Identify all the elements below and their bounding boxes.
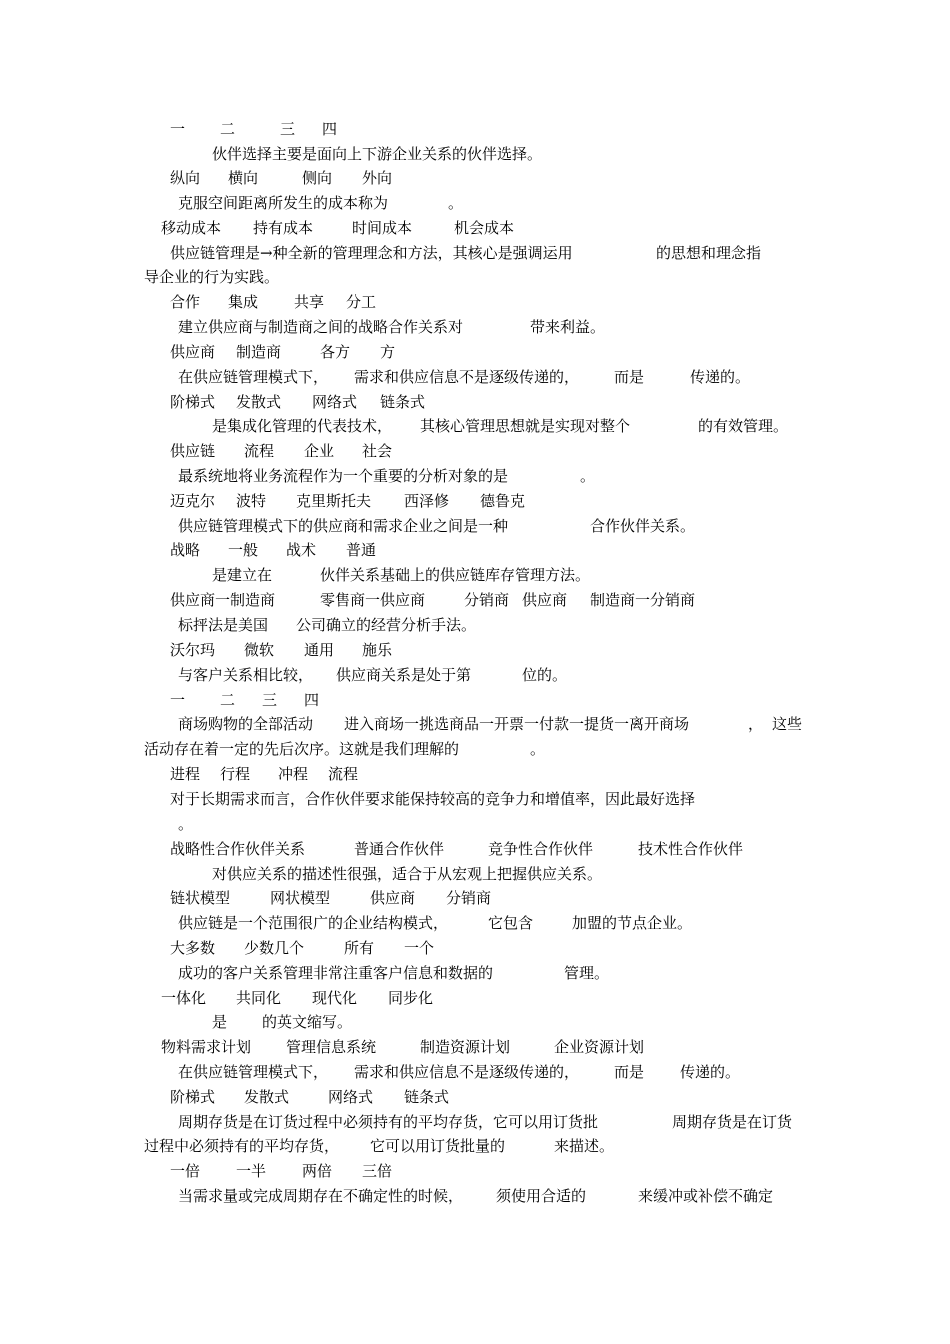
text-segment: 一 [170, 120, 186, 138]
text-segment: 是建立在 [212, 566, 273, 584]
text-segment: 进入商场一挑选商品一开票一付款一提货一离开商场 [344, 715, 690, 733]
text-segment: 导企业的行为实践。 [144, 268, 280, 286]
text-line [0, 142, 950, 166]
text-segment: 流程 [328, 765, 359, 783]
text-segment: 在供应链管理模式下， [178, 368, 329, 386]
text-line [0, 514, 950, 538]
text-segment: 行程 [220, 765, 251, 783]
text-segment: 进程 [170, 765, 201, 783]
text-segment: 链状模型 [170, 889, 231, 907]
text-line [0, 911, 950, 935]
text-segment: 四 [304, 691, 320, 709]
text-line [0, 663, 950, 687]
text-segment: 在供应链管理模式下， [178, 1063, 329, 1081]
text-segment: 成功的客户关系管理非常注重客户信息和数据的 [178, 964, 494, 982]
text-segment: 的英文缩写。 [262, 1013, 353, 1031]
text-segment: 大多数 [170, 939, 216, 957]
text-line [0, 191, 950, 215]
text-line [0, 986, 950, 1010]
text-segment: 微软 [244, 641, 275, 659]
text-segment: 伙伴选择主要是面向上下游企业关系的伙伴选择。 [212, 145, 543, 163]
text-segment: 纵向 [170, 169, 201, 187]
text-segment: 与客户关系相比较， [178, 666, 314, 684]
text-segment: 分销商 [464, 591, 510, 609]
text-segment: 发散式 [236, 393, 282, 411]
text-line [0, 787, 950, 811]
text-segment: 共同化 [236, 989, 282, 1007]
text-line [0, 414, 950, 438]
text-line [0, 1134, 950, 1158]
text-segment: 合作伙伴关系。 [590, 517, 696, 535]
text-segment: 供应商一制造商 [170, 591, 276, 609]
text-segment: 德鲁克 [480, 492, 526, 510]
text-segment: 施乐 [362, 641, 393, 659]
text-segment: 所有 [344, 939, 375, 957]
text-segment: 建立供应商与制造商之间的战略合作关系对 [178, 318, 464, 336]
text-line [0, 737, 950, 761]
text-line [0, 886, 950, 910]
text-segment: 商场购物的全部活动 [178, 715, 314, 733]
text-segment: ， [748, 715, 764, 733]
text-segment: 各方 [320, 343, 351, 361]
text-segment: 一个 [404, 939, 435, 957]
text-segment: 网络式 [312, 393, 358, 411]
text-line [0, 1085, 950, 1109]
text-segment: 链条式 [380, 393, 426, 411]
text-segment: 供应链是一个范围很广的企业结构模式， [178, 914, 449, 932]
text-segment: 网状模型 [270, 889, 331, 907]
text-segment: 供应商关系是处于第 [336, 666, 472, 684]
text-segment: 制造资源计划 [420, 1038, 511, 1056]
text-line [0, 117, 950, 141]
text-segment: 这些 [772, 715, 803, 733]
text-line [0, 762, 950, 786]
text-segment: 供应商 [522, 591, 568, 609]
text-segment: 供应链管理是→种全新的管理理念和方法，其核心是强调运用 [170, 244, 573, 262]
text-line [0, 837, 950, 861]
text-segment: 波特 [236, 492, 267, 510]
text-line [0, 688, 950, 712]
text-line [0, 216, 950, 240]
text-segment: 西泽修 [404, 492, 450, 510]
text-segment: 持有成本 [253, 219, 314, 237]
text-segment: 战略 [170, 541, 201, 559]
text-segment: 制造商一分销商 [590, 591, 696, 609]
text-segment: 克里斯托夫 [296, 492, 372, 510]
text-segment: 供应链 [170, 442, 216, 460]
text-segment: 过程中必须持有的平均存货， [144, 1137, 340, 1155]
text-segment: 供应链管理模式下的供应商和需求企业之间是一种 [178, 517, 509, 535]
text-segment: 合作 [170, 293, 201, 311]
text-line [0, 290, 950, 314]
text-segment: 其核心管理思想就是实现对整个 [420, 417, 631, 435]
text-segment: 一 [170, 691, 186, 709]
text-line [0, 315, 950, 339]
text-segment: 普通合作伙伴 [354, 840, 445, 858]
text-line [0, 563, 950, 587]
text-segment: 两倍 [302, 1162, 333, 1180]
text-segment: 它可以用订货批量的 [370, 1137, 506, 1155]
text-segment: 通用 [304, 641, 335, 659]
text-segment: 物料需求计划 [161, 1038, 252, 1056]
text-segment: 而是 [614, 1063, 645, 1081]
text-segment: 阶梯式 [170, 1088, 216, 1106]
text-segment: 企业资源计划 [554, 1038, 645, 1056]
text-segment: 周期存货是在订货过程中必须持有的平均存货，它可以用订货批 [178, 1113, 599, 1131]
text-segment: 来缓冲或补偿不确定 [638, 1187, 774, 1205]
text-segment: 分销商 [446, 889, 492, 907]
text-line [0, 712, 950, 736]
text-segment: 传递的。 [690, 368, 751, 386]
text-segment: 。 [178, 815, 194, 833]
text-segment: 沃尔玛 [170, 641, 216, 659]
text-segment: 集成 [228, 293, 259, 311]
text-segment: 。 [530, 740, 546, 758]
text-segment: 管理。 [564, 964, 610, 982]
text-segment: 迈克尔 [170, 492, 216, 510]
text-segment: 对于长期需求而言，合作伙伴要求能保持较高的竞争力和增值率，因此最好选择 [170, 790, 696, 808]
text-segment: 冲程 [278, 765, 309, 783]
text-line [0, 1110, 950, 1134]
text-segment: 活动存在着一定的先后次序。这就是我们理解的 [144, 740, 460, 758]
text-segment: 竞争性合作伙伴 [488, 840, 594, 858]
text-line [0, 538, 950, 562]
text-segment: 一半 [236, 1162, 267, 1180]
text-line [0, 588, 950, 612]
text-segment: 发散式 [244, 1088, 290, 1106]
text-segment: 对供应关系的描述性很强，适合于从宏观上把握供应关系。 [212, 865, 603, 883]
text-line [0, 365, 950, 389]
text-segment: 加盟的节点企业。 [572, 914, 693, 932]
text-line [0, 936, 950, 960]
text-segment: 普通 [346, 541, 377, 559]
text-segment: 共享 [294, 293, 325, 311]
text-segment: 而是 [614, 368, 645, 386]
text-segment: 机会成本 [454, 219, 515, 237]
text-segment: 。 [448, 194, 464, 212]
text-line [0, 862, 950, 886]
text-line [0, 1035, 950, 1059]
text-segment: 零售商一供应商 [320, 591, 426, 609]
text-segment: 三 [262, 691, 278, 709]
text-segment: 网络式 [328, 1088, 374, 1106]
text-segment: 。 [580, 467, 596, 485]
text-segment: 三 [280, 120, 296, 138]
text-line [0, 812, 950, 836]
text-line [0, 464, 950, 488]
text-segment: 周期存货是在订货 [672, 1113, 793, 1131]
text-line [0, 489, 950, 513]
text-segment: 现代化 [312, 989, 358, 1007]
text-segment: 管理信息系统 [286, 1038, 377, 1056]
text-segment: 带来利益。 [530, 318, 606, 336]
text-segment: 外向 [362, 169, 393, 187]
text-line [0, 1159, 950, 1183]
text-segment: 横向 [228, 169, 259, 187]
text-segment: 一体化 [161, 989, 207, 1007]
text-line [0, 1060, 950, 1084]
text-segment: 的思想和理念指 [656, 244, 762, 262]
text-line [0, 265, 950, 289]
text-segment: 一般 [228, 541, 259, 559]
text-segment: 少数几个 [244, 939, 305, 957]
text-segment: 需求和供应信息不是逐级传递的， [354, 1063, 580, 1081]
text-segment: 供应商 [170, 343, 216, 361]
text-segment: 方 [380, 343, 396, 361]
text-line [0, 390, 950, 414]
text-segment: 侧向 [302, 169, 333, 187]
text-segment: 链条式 [404, 1088, 450, 1106]
text-segment: 移动成本 [161, 219, 222, 237]
text-segment: 来描述。 [554, 1137, 615, 1155]
text-segment: 制造商 [236, 343, 282, 361]
text-segment: 是集成化管理的代表技术， [212, 417, 393, 435]
text-segment: 位的。 [522, 666, 568, 684]
text-segment: 它包含 [488, 914, 534, 932]
text-segment: 同步化 [388, 989, 434, 1007]
text-segment: 技术性合作伙伴 [638, 840, 744, 858]
text-segment: 是 [212, 1013, 228, 1031]
text-segment: 须使用合适的 [496, 1187, 587, 1205]
text-segment: 阶梯式 [170, 393, 216, 411]
text-segment: 当需求量或完成周期存在不确定性的时候， [178, 1187, 464, 1205]
text-line [0, 166, 950, 190]
text-segment: 战术 [286, 541, 317, 559]
text-segment: 三倍 [362, 1162, 393, 1180]
text-line [0, 1010, 950, 1034]
text-segment: 二 [220, 120, 236, 138]
text-segment: 社会 [362, 442, 393, 460]
text-segment: 分工 [346, 293, 377, 311]
text-segment: 供应商 [370, 889, 416, 907]
text-line [0, 961, 950, 985]
text-segment: 公司确立的经营分析手法。 [296, 616, 477, 634]
text-line [0, 1184, 950, 1208]
text-segment: 标抨法是美国 [178, 616, 269, 634]
text-segment: 的有效管理。 [698, 417, 789, 435]
text-segment: 需求和供应信息不是逐级传递的， [354, 368, 580, 386]
text-segment: 四 [322, 120, 338, 138]
text-segment: 克服空间距离所发生的成本称为 [178, 194, 389, 212]
text-segment: 企业 [304, 442, 335, 460]
text-segment: 一倍 [170, 1162, 201, 1180]
text-segment: 时间成本 [352, 219, 413, 237]
text-line [0, 613, 950, 637]
text-segment: 二 [220, 691, 236, 709]
text-segment: 传递的。 [680, 1063, 741, 1081]
text-line [0, 340, 950, 364]
text-segment: 流程 [244, 442, 275, 460]
text-segment: 伙伴关系基础上的供应链库存管理方法。 [320, 566, 591, 584]
text-segment: 最系统地将业务流程作为一个重要的分析对象的是 [178, 467, 509, 485]
text-line [0, 241, 950, 265]
text-segment: 战略性合作伙伴关系 [170, 840, 306, 858]
text-line [0, 439, 950, 463]
text-line [0, 638, 950, 662]
